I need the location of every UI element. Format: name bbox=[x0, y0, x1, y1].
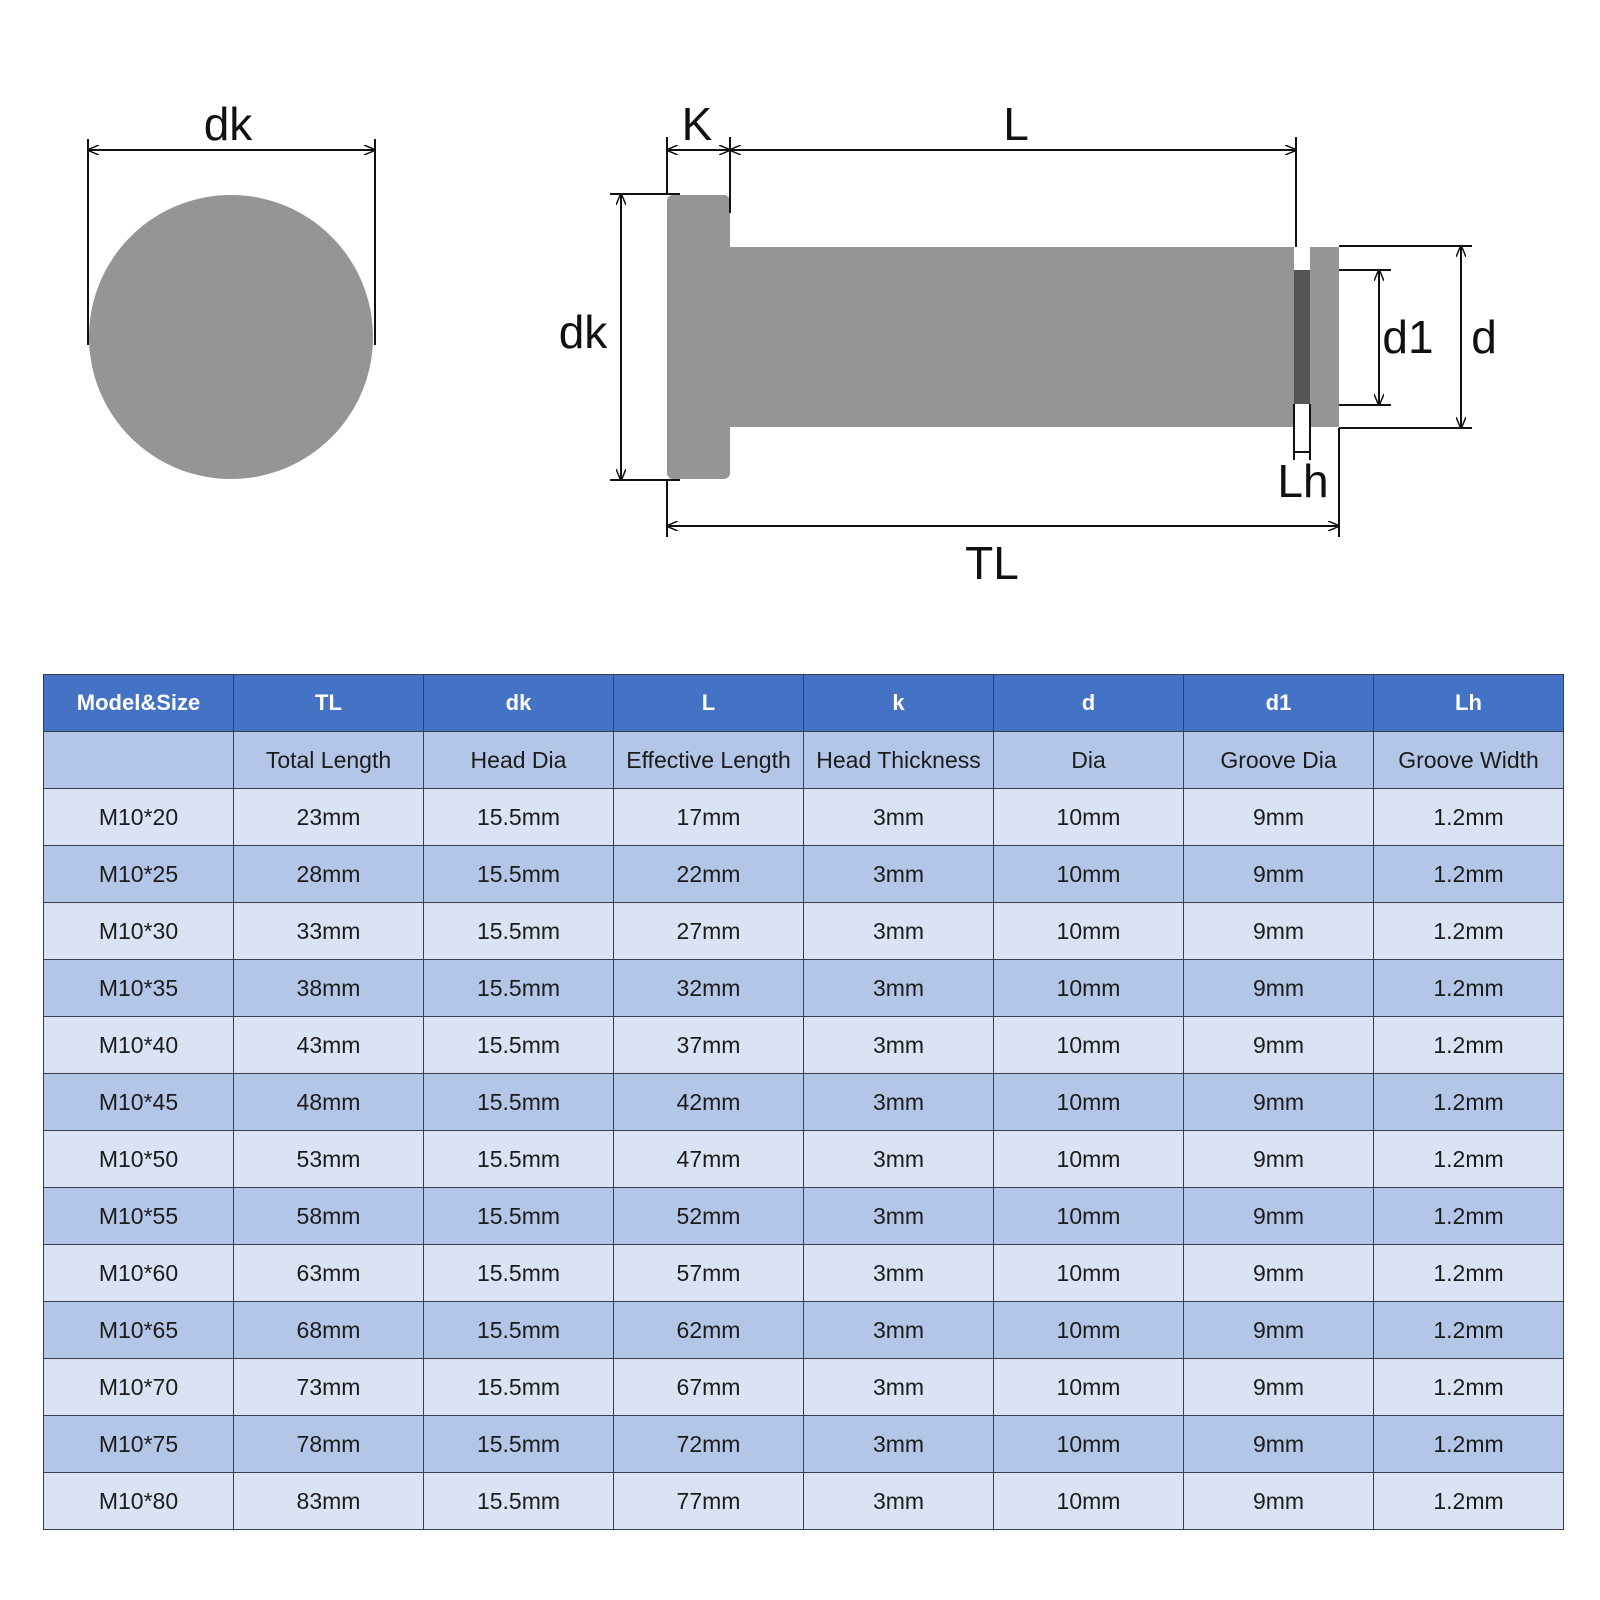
table-header-row bbox=[44, 675, 1564, 732]
table-cell: 9mm bbox=[1184, 1131, 1374, 1188]
table-row bbox=[44, 846, 1564, 903]
table-cell: 15.5mm bbox=[424, 1074, 614, 1131]
d-label: d bbox=[1471, 311, 1497, 363]
table-cell: 15.5mm bbox=[424, 1302, 614, 1359]
table-cell: 10mm bbox=[994, 1131, 1184, 1188]
table-cell: 10mm bbox=[994, 1245, 1184, 1302]
table-cell: 1.2mm bbox=[1374, 846, 1564, 903]
table-cell: 9mm bbox=[1184, 846, 1374, 903]
table-cell: 15.5mm bbox=[424, 903, 614, 960]
table-row bbox=[44, 903, 1564, 960]
table-cell: 3mm bbox=[804, 789, 994, 846]
table-cell: 72mm bbox=[614, 1416, 804, 1473]
table-cell: 15.5mm bbox=[424, 1359, 614, 1416]
model-size-cell: M10*65 bbox=[44, 1302, 234, 1359]
table-cell: 83mm bbox=[234, 1473, 424, 1530]
table-cell: 23mm bbox=[234, 789, 424, 846]
pin-shank bbox=[728, 247, 1294, 427]
table-cell: 38mm bbox=[234, 960, 424, 1017]
table-cell: 47mm bbox=[614, 1131, 804, 1188]
table-cell: 15.5mm bbox=[424, 1473, 614, 1530]
pin-groove bbox=[1294, 270, 1310, 404]
table-cell: 15.5mm bbox=[424, 789, 614, 846]
table-cell: 53mm bbox=[234, 1131, 424, 1188]
table-cell: 37mm bbox=[614, 1017, 804, 1074]
table-cell: 9mm bbox=[1184, 960, 1374, 1017]
side-view bbox=[559, 98, 1497, 589]
column-header: k bbox=[804, 675, 994, 732]
table-cell: 3mm bbox=[804, 846, 994, 903]
table-cell: 3mm bbox=[804, 1074, 994, 1131]
table-cell: 9mm bbox=[1184, 903, 1374, 960]
table-cell: 9mm bbox=[1184, 1302, 1374, 1359]
table-cell: 3mm bbox=[804, 1302, 994, 1359]
model-size-cell: M10*40 bbox=[44, 1017, 234, 1074]
table-cell: 15.5mm bbox=[424, 1416, 614, 1473]
table-subheader-row bbox=[44, 732, 1564, 789]
pin-dimension-drawing bbox=[0, 0, 1600, 620]
table-cell: 73mm bbox=[234, 1359, 424, 1416]
table-cell: 15.5mm bbox=[424, 960, 614, 1017]
table-row bbox=[44, 1359, 1564, 1416]
table-cell: 52mm bbox=[614, 1188, 804, 1245]
table-cell: 10mm bbox=[994, 1416, 1184, 1473]
table-cell: 15.5mm bbox=[424, 846, 614, 903]
table-cell: 3mm bbox=[804, 1416, 994, 1473]
table-cell: 17mm bbox=[614, 789, 804, 846]
table-cell: 27mm bbox=[614, 903, 804, 960]
pin-head bbox=[667, 195, 730, 479]
column-header: TL bbox=[234, 675, 424, 732]
table-cell: 3mm bbox=[804, 1017, 994, 1074]
column-header: Lh bbox=[1374, 675, 1564, 732]
table-cell: 32mm bbox=[614, 960, 804, 1017]
table-cell: 9mm bbox=[1184, 1416, 1374, 1473]
table-cell: 9mm bbox=[1184, 1017, 1374, 1074]
table-cell: 78mm bbox=[234, 1416, 424, 1473]
column-subheader: Groove Dia bbox=[1184, 732, 1374, 789]
model-size-cell: M10*60 bbox=[44, 1245, 234, 1302]
table-cell: 10mm bbox=[994, 1473, 1184, 1530]
table-row bbox=[44, 789, 1564, 846]
table-cell: 10mm bbox=[994, 1359, 1184, 1416]
table-cell: 10mm bbox=[994, 1188, 1184, 1245]
pin-tip bbox=[1310, 247, 1339, 427]
table-cell: 3mm bbox=[804, 1188, 994, 1245]
model-size-cell: M10*25 bbox=[44, 846, 234, 903]
k-label: K bbox=[681, 98, 713, 150]
table-cell: 57mm bbox=[614, 1245, 804, 1302]
table-cell: 58mm bbox=[234, 1188, 424, 1245]
table-row bbox=[44, 1416, 1564, 1473]
column-header: d bbox=[994, 675, 1184, 732]
table-cell: 3mm bbox=[804, 960, 994, 1017]
table-cell: 63mm bbox=[234, 1245, 424, 1302]
model-size-cell: M10*20 bbox=[44, 789, 234, 846]
model-size-cell: M10*35 bbox=[44, 960, 234, 1017]
lh-label: Lh bbox=[1277, 455, 1329, 507]
tl-label: TL bbox=[965, 537, 1019, 589]
table-cell: 9mm bbox=[1184, 1074, 1374, 1131]
d1-label: d1 bbox=[1382, 311, 1434, 363]
model-size-cell: M10*45 bbox=[44, 1074, 234, 1131]
table-cell: 1.2mm bbox=[1374, 1416, 1564, 1473]
model-size-cell: M10*55 bbox=[44, 1188, 234, 1245]
table-cell: 3mm bbox=[804, 1245, 994, 1302]
table-cell: 62mm bbox=[614, 1302, 804, 1359]
table-cell: 1.2mm bbox=[1374, 1245, 1564, 1302]
column-subheader: Total Length bbox=[234, 732, 424, 789]
table-row bbox=[44, 1017, 1564, 1074]
table-cell: 10mm bbox=[994, 1017, 1184, 1074]
table-cell: 1.2mm bbox=[1374, 1359, 1564, 1416]
table-cell: 33mm bbox=[234, 903, 424, 960]
column-header: Model&Size bbox=[44, 675, 234, 732]
table-cell: 1.2mm bbox=[1374, 789, 1564, 846]
dk-label-top: dk bbox=[203, 98, 253, 150]
column-subheader: Head Dia bbox=[424, 732, 614, 789]
table-row bbox=[44, 960, 1564, 1017]
table-cell: 15.5mm bbox=[424, 1188, 614, 1245]
table-cell: 48mm bbox=[234, 1074, 424, 1131]
column-subheader bbox=[44, 732, 234, 789]
table-cell: 1.2mm bbox=[1374, 1017, 1564, 1074]
table-cell: 15.5mm bbox=[424, 1131, 614, 1188]
top-view bbox=[88, 98, 375, 479]
l-label: L bbox=[1003, 98, 1029, 150]
table-cell: 10mm bbox=[994, 846, 1184, 903]
table-cell: 1.2mm bbox=[1374, 903, 1564, 960]
table-cell: 67mm bbox=[614, 1359, 804, 1416]
table-cell: 1.2mm bbox=[1374, 1473, 1564, 1530]
table-cell: 1.2mm bbox=[1374, 1188, 1564, 1245]
column-subheader: Head Thickness bbox=[804, 732, 994, 789]
column-subheader: Effective Length bbox=[614, 732, 804, 789]
table-row bbox=[44, 1188, 1564, 1245]
table-cell: 3mm bbox=[804, 1131, 994, 1188]
table-cell: 15.5mm bbox=[424, 1245, 614, 1302]
table-cell: 9mm bbox=[1184, 1359, 1374, 1416]
head-circle bbox=[89, 195, 373, 479]
table-row bbox=[44, 1473, 1564, 1530]
column-subheader: Dia bbox=[994, 732, 1184, 789]
table-cell: 1.2mm bbox=[1374, 1074, 1564, 1131]
table-cell: 9mm bbox=[1184, 789, 1374, 846]
column-header: dk bbox=[424, 675, 614, 732]
dk-label-side: dk bbox=[558, 306, 608, 358]
model-size-cell: M10*30 bbox=[44, 903, 234, 960]
table-cell: 68mm bbox=[234, 1302, 424, 1359]
table-cell: 77mm bbox=[614, 1473, 804, 1530]
table-cell: 43mm bbox=[234, 1017, 424, 1074]
specification-table bbox=[43, 674, 1564, 1530]
table-cell: 1.2mm bbox=[1374, 1131, 1564, 1188]
table-cell: 3mm bbox=[804, 1473, 994, 1530]
table-cell: 10mm bbox=[994, 789, 1184, 846]
model-size-cell: M10*75 bbox=[44, 1416, 234, 1473]
table-cell: 42mm bbox=[614, 1074, 804, 1131]
column-header: d1 bbox=[1184, 675, 1374, 732]
table-row bbox=[44, 1302, 1564, 1359]
table-row bbox=[44, 1074, 1564, 1131]
model-size-cell: M10*50 bbox=[44, 1131, 234, 1188]
table-cell: 1.2mm bbox=[1374, 960, 1564, 1017]
table-cell: 3mm bbox=[804, 903, 994, 960]
table-cell: 9mm bbox=[1184, 1245, 1374, 1302]
table-cell: 10mm bbox=[994, 903, 1184, 960]
table-cell: 28mm bbox=[234, 846, 424, 903]
table-cell: 3mm bbox=[804, 1359, 994, 1416]
table-cell: 10mm bbox=[994, 960, 1184, 1017]
column-header: L bbox=[614, 675, 804, 732]
table-cell: 10mm bbox=[994, 1074, 1184, 1131]
table-cell: 22mm bbox=[614, 846, 804, 903]
table-row bbox=[44, 1131, 1564, 1188]
model-size-cell: M10*80 bbox=[44, 1473, 234, 1530]
table-cell: 1.2mm bbox=[1374, 1302, 1564, 1359]
table-cell: 9mm bbox=[1184, 1473, 1374, 1530]
table-cell: 15.5mm bbox=[424, 1017, 614, 1074]
model-size-cell: M10*70 bbox=[44, 1359, 234, 1416]
column-subheader: Groove Width bbox=[1374, 732, 1564, 789]
table-cell: 9mm bbox=[1184, 1188, 1374, 1245]
table-row bbox=[44, 1245, 1564, 1302]
table-cell: 10mm bbox=[994, 1302, 1184, 1359]
